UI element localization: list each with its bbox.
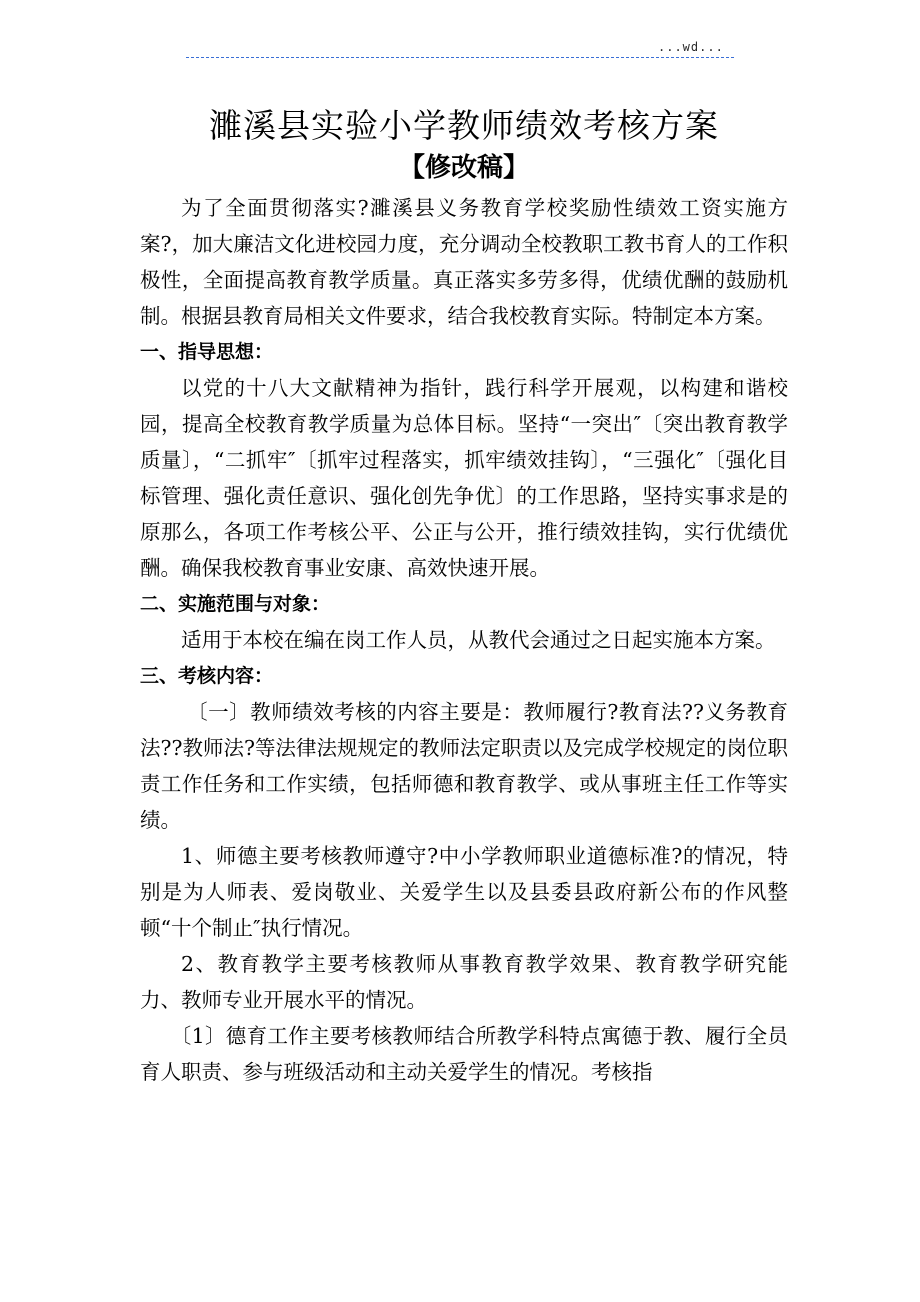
section-heading-guiding-thought: 一、指导思想： (140, 341, 274, 363)
document-title: 濉溪县实验小学教师绩效考核方案 (209, 106, 719, 145)
section-point-ethics: 1、师德主要考核教师遵守?中小学教师职业道德标准?的情况，特别是为人师表、爱岗敬业、关爱学生以及县委县政府新公布的作风整顿“十个制止″执行情况。 (140, 844, 788, 940)
section-heading-assessment-content: 三、考核内容： (140, 665, 274, 687)
section-point-teaching: 2、教育教学主要考核教师从事教育教学效果、教育教学研究能力、教师专业开展水平的情况。 (140, 952, 788, 1012)
intro-paragraph: 为了全面贯彻落实?濉溪县义务教育学校奖励性绩效工资实施方案?，加大廉洁文化进校园力度，充分调动全校教职工教书育人的工作积极性，全面提高教育教学质量。真正落实多劳多得，优绩优酬的鼓励机制。根据县教育局相关文件要求，结合我校教育实际。特制定本方案。 (140, 196, 788, 328)
document-subtitle: 【修改稿】 (398, 153, 529, 183)
section-body-scope: 适用于本校在编在岗工作人员，从教代会通过之日起实施本方案。 (181, 628, 776, 652)
header-mark: ...wd... (658, 40, 724, 54)
section-heading-scope: 二、实施范围与对象： (140, 593, 331, 615)
section-body-guiding-thought: 以党的十八大文献精神为指针，践行科学开展观，以构建和谐校园，提高全校教育教学质量为总体目标。坚持“一突出″〔突出教育教学质量〕，“二抓牢″〔抓牢过程落实，抓牢绩效挂钩〕，“三强化″〔强化目标管理、强化责任意识、强化创先争优〕的工作思路，坚持实事求是的原那么，各项工作考核公平、公正与公开，推行绩效挂钩，实行优绩优酬。确保我校教育事业安康、高效快速开展。 (140, 376, 788, 580)
section-item-1: 〔一〕教师绩效考核的内容主要是：教师履行?教育法??义务教育法??教师法?等法律法规规定的教师法定职责以及完成学校规定的岗位职责工作任务和工作实绩，包括师德和教育教学、或从事班主任工作等实绩。 (140, 700, 788, 832)
document-body (140, 102, 788, 1090)
header-dashed-rule (186, 57, 734, 58)
section-sub-moral-education: 〔1〕德育工作主要考核教师结合所教学科特点寓德于教、履行全员育人职责、参与班级活动和主动关爱学生的情况。考核指 (140, 1024, 788, 1084)
